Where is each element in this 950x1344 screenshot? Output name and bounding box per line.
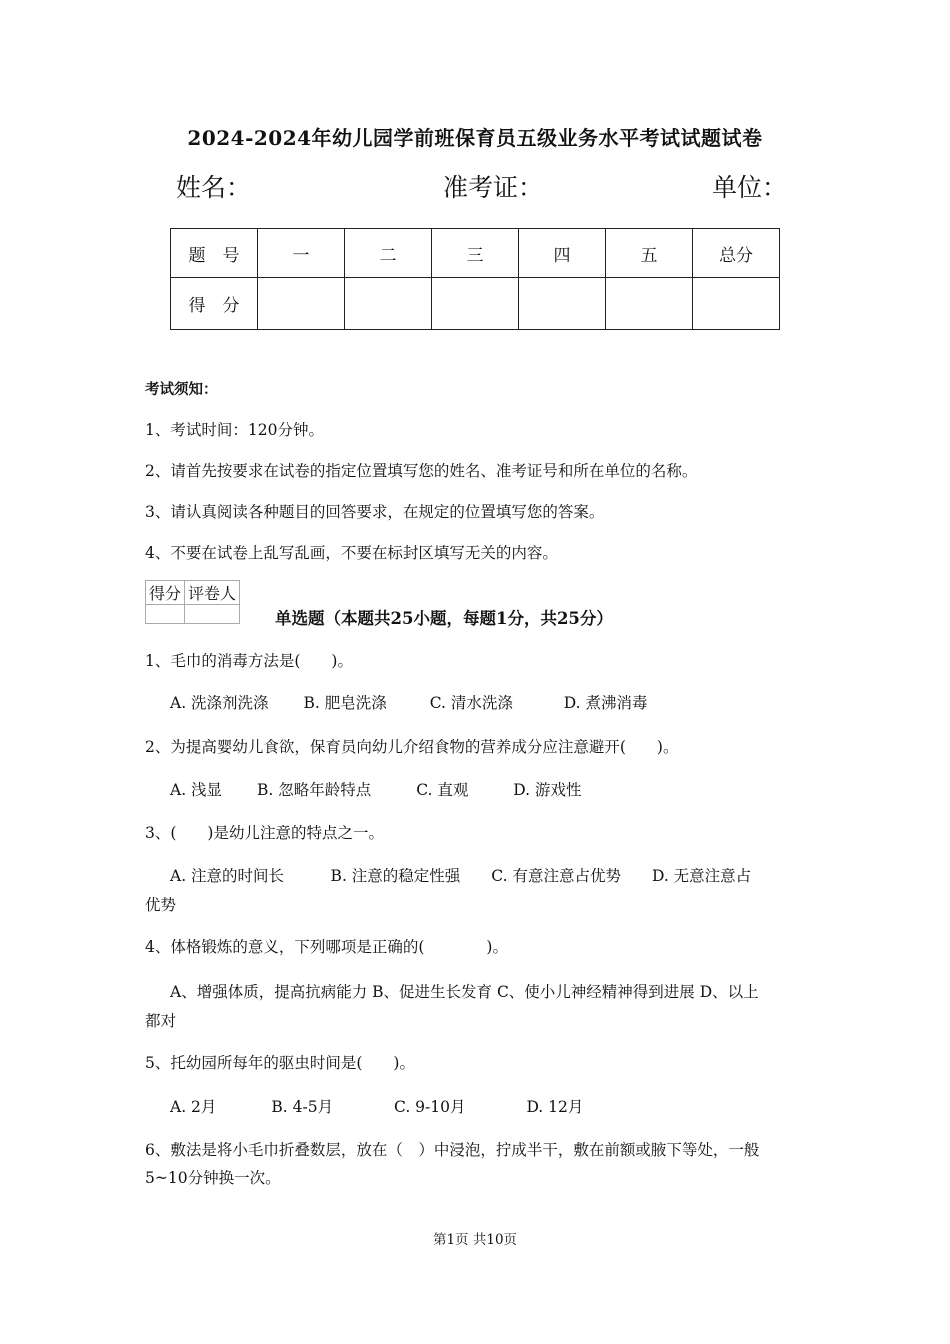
question-stem: 4、体格锻炼的意义，下列哪项是正确的( )。 xyxy=(145,938,508,956)
score-table-score-row xyxy=(171,278,780,330)
option[interactable]: B. 4-5月 xyxy=(271,1098,334,1116)
score-cell[interactable] xyxy=(432,278,519,330)
option[interactable]: C. 直观 xyxy=(416,781,469,799)
question-stem: 1、毛巾的消毒方法是( )。 xyxy=(145,652,353,670)
option[interactable]: A. 浅显 xyxy=(170,781,223,799)
question-stem: 5、托幼园所每年的驱虫时间是( )。 xyxy=(145,1054,415,1072)
option[interactable]: C. 9-10月 xyxy=(394,1098,466,1116)
page-footer: 第1页 共10页 xyxy=(432,1232,518,1248)
notice-item: 3、请认真阅读各种题目的回答要求，在规定的位置填写您的答案。 xyxy=(145,503,605,521)
grader-box-grader-cell[interactable] xyxy=(185,605,240,624)
score-table xyxy=(170,228,780,330)
name-label: 姓名： xyxy=(176,173,252,202)
score-cell[interactable] xyxy=(693,278,780,330)
exam-title: 2024-2024年幼儿园学前班保育员五级业务水平考试试题试卷 xyxy=(187,126,763,150)
option[interactable]: D. 游戏性 xyxy=(513,781,582,799)
question-options-continued: 都对 xyxy=(145,1012,177,1030)
question-stem: 3、( )是幼儿注意的特点之一。 xyxy=(145,824,384,842)
question-stem: 2、为提高婴幼儿食欲，保育员向幼儿介绍食物的营养成分应注意避开( )。 xyxy=(145,738,679,756)
score-cell[interactable] xyxy=(606,278,693,330)
score-table-header-cell: 一 xyxy=(258,229,345,278)
question-options xyxy=(170,1095,613,1117)
section-title: 单选题（本题共25小题，每题1分，共25分） xyxy=(275,609,613,628)
notice-item: 1、考试时间：120分钟。 xyxy=(145,421,324,439)
grader-box xyxy=(145,580,240,624)
notice-item: 2、请首先按要求在试卷的指定位置填写您的姓名、准考证号和所在单位的名称。 xyxy=(145,462,698,480)
question-options[interactable]: A. 注意的时间长 B. 注意的稳定性强 C. 有意注意占优势 D. 无意注意占 xyxy=(170,867,752,885)
score-table-header-row xyxy=(171,229,780,278)
question-options-continued: 优势 xyxy=(145,896,177,914)
score-table-header-cell: 三 xyxy=(432,229,519,278)
score-cell[interactable] xyxy=(345,278,432,330)
option[interactable]: A. 2月 xyxy=(170,1098,217,1116)
option[interactable]: A. 洗涤剂洗涤 xyxy=(170,694,269,712)
score-table-header-cell: 五 xyxy=(606,229,693,278)
exam-id-label: 准考证： xyxy=(443,173,544,202)
score-row-label: 得 分 xyxy=(171,278,258,330)
score-table-header-cell: 四 xyxy=(519,229,606,278)
grader-box-grader-label: 评卷人 xyxy=(185,581,240,605)
score-cell[interactable] xyxy=(519,278,606,330)
option[interactable]: D. 煮沸消毒 xyxy=(563,694,648,712)
option[interactable]: C. 清水洗涤 xyxy=(429,694,513,712)
notice-item: 4、不要在试卷上乱写乱画，不要在标封区填写无关的内容。 xyxy=(145,544,558,562)
grader-box-score-cell[interactable] xyxy=(146,605,185,624)
notice-heading: 考试须知： xyxy=(145,381,218,398)
score-table-header-cell: 总分 xyxy=(693,229,780,278)
question-stem-continued: 5~10分钟换一次。 xyxy=(145,1169,281,1187)
score-cell[interactable] xyxy=(258,278,345,330)
score-table-header-cell: 题 号 xyxy=(171,229,258,278)
option[interactable]: B. 肥皂洗涤 xyxy=(303,694,387,712)
unit-label: 单位： xyxy=(712,173,788,202)
question-options xyxy=(170,691,678,713)
question-stem: 6、敷法是将小毛巾折叠数层，放在（ ）中浸泡，拧成半干，敷在前额或腋下等处，一般 xyxy=(145,1141,760,1159)
option[interactable]: B. 忽略年龄特点 xyxy=(257,781,372,799)
question-options[interactable]: A、增强体质，提高抗病能力 B、促进生长发育 C、使小儿神经精神得到进展 D、以上 xyxy=(170,983,759,1001)
option[interactable]: D. 12月 xyxy=(526,1098,584,1116)
grader-box-score-label: 得分 xyxy=(146,581,185,605)
question-options xyxy=(170,778,612,800)
score-table-header-cell: 二 xyxy=(345,229,432,278)
